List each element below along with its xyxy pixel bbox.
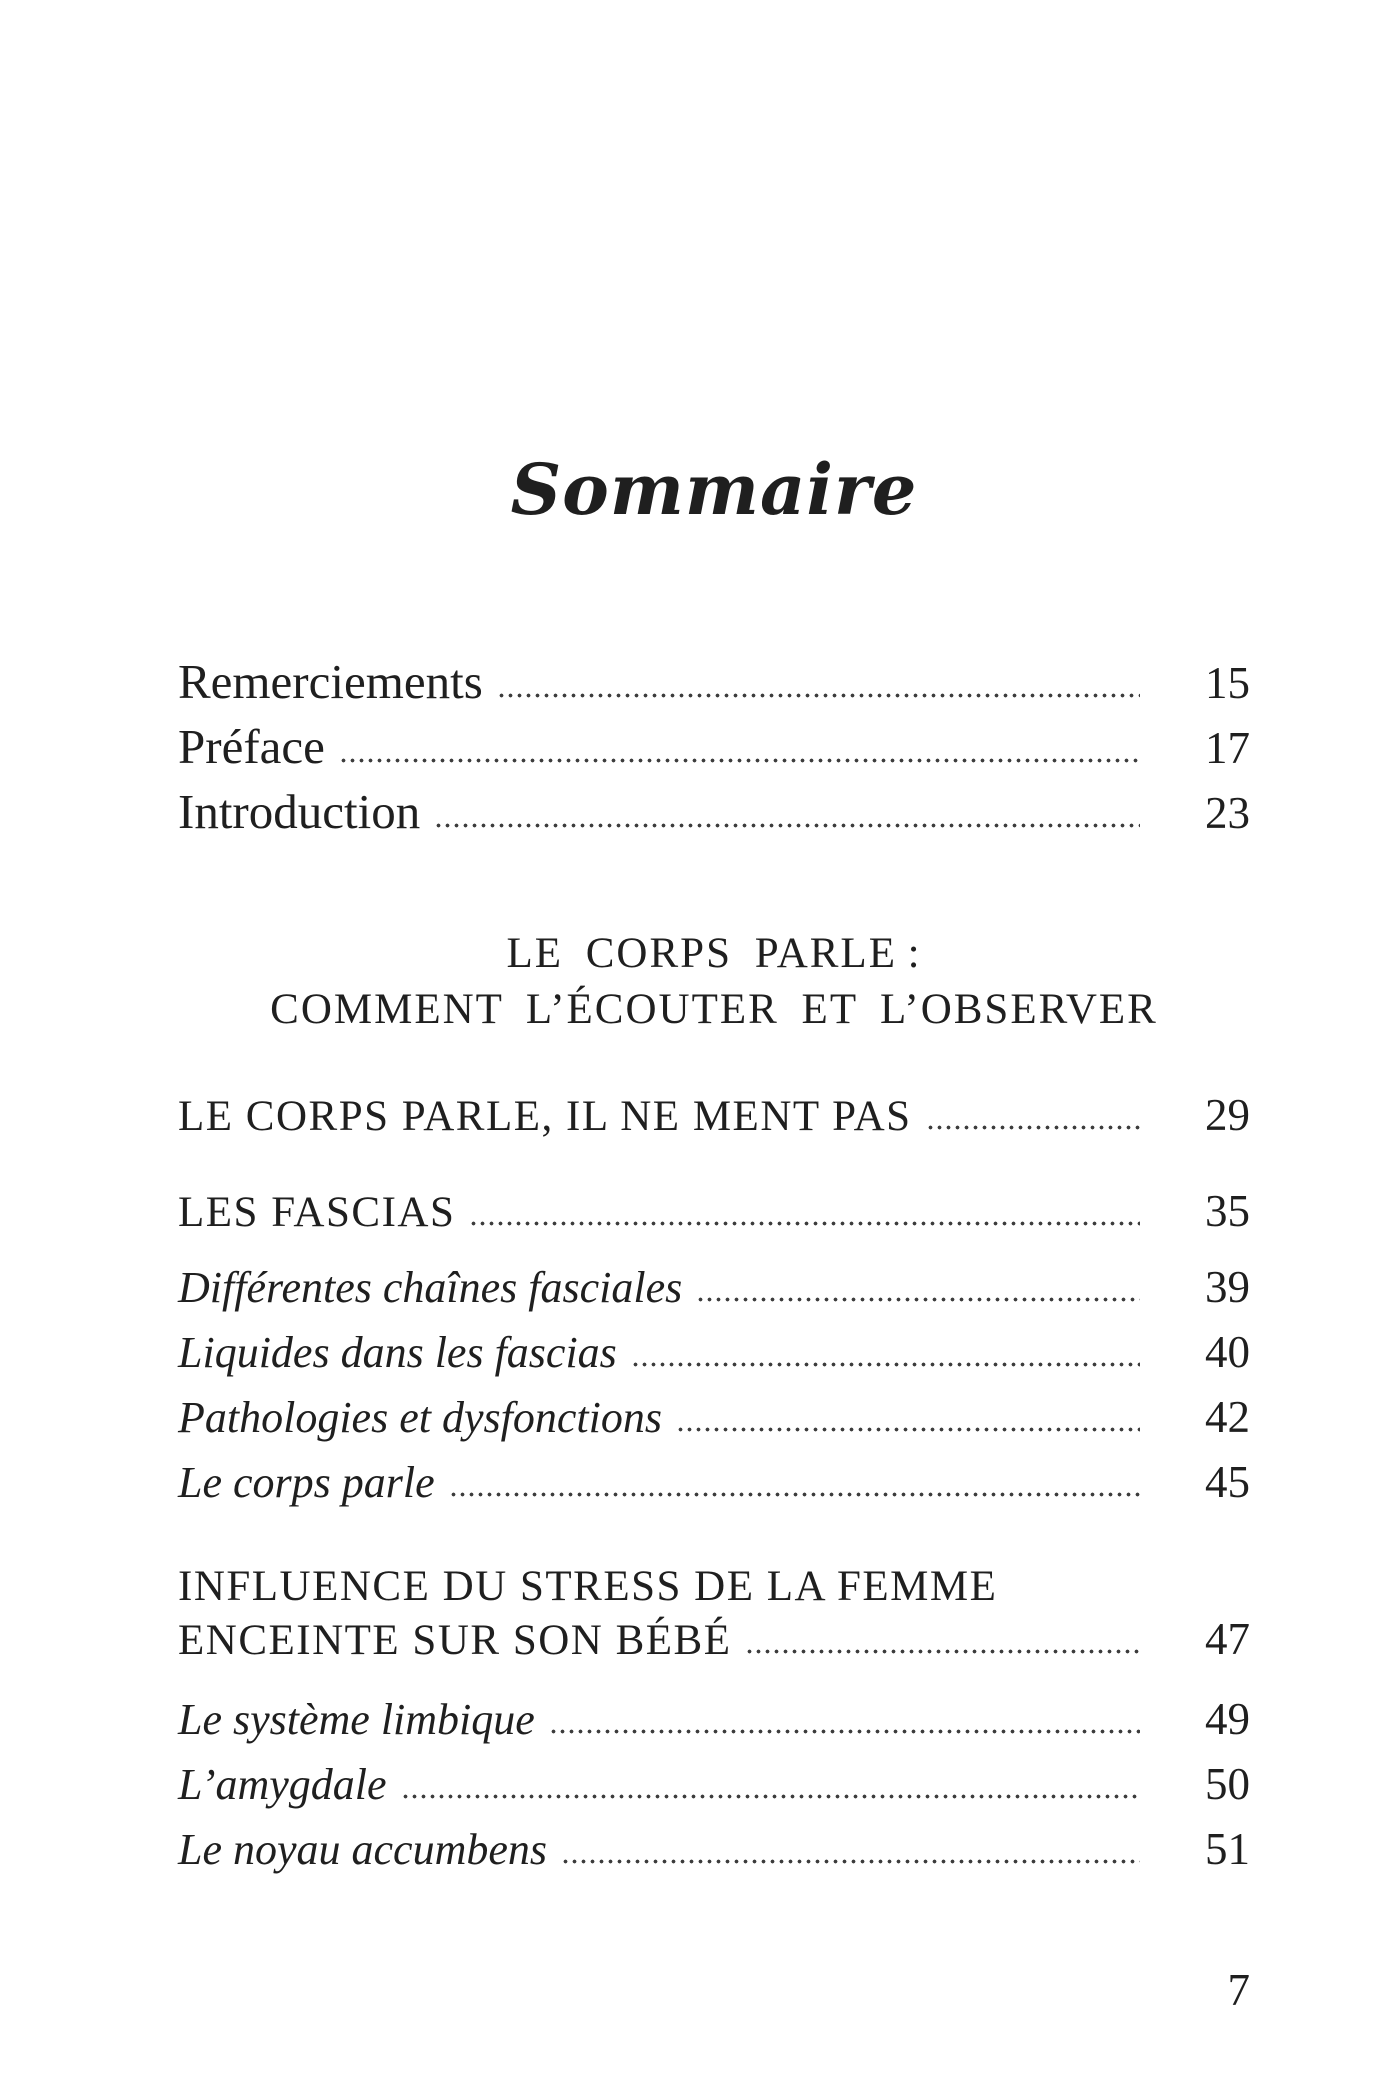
toc-entry-label: Introduction (178, 784, 421, 839)
toc-entry-label: Préface (178, 719, 325, 774)
toc-entry-page-number: 15 (1205, 658, 1250, 708)
dot-leader (339, 758, 1140, 763)
dot-leader (469, 1221, 1140, 1226)
part-heading-line2: COMMENT L’ÉCOUTER ET L’OBSERVER (270, 986, 1158, 1033)
page-title: Sommaire (510, 448, 918, 531)
toc-entry-label: Pathologies et dysfonctions (178, 1393, 662, 1442)
dot-leader (676, 1427, 1140, 1432)
toc-entry-remerciements (178, 655, 1250, 710)
dot-leader (745, 1649, 1140, 1654)
toc-entry-label: Le corps parle (178, 1458, 435, 1507)
dot-leader (449, 1492, 1140, 1497)
toc-entry-page-number: 42 (1205, 1392, 1250, 1442)
dot-leader (631, 1362, 1140, 1367)
toc-entry-preface (178, 720, 1250, 775)
dot-leader (401, 1794, 1140, 1799)
page-content (178, 0, 1250, 1887)
toc-entry-label: L’amygdale (178, 1760, 387, 1809)
toc-entry-influence-du-stress (178, 1562, 1250, 1668)
toc-entry-page-number: 39 (1205, 1262, 1250, 1312)
dot-leader (434, 823, 1140, 828)
toc-entry-page-number: 23 (1205, 788, 1250, 838)
toc-entry-page-number: 50 (1205, 1759, 1250, 1809)
folio-page-number: 7 (1227, 1965, 1250, 2015)
toc-entry-l-amygdale (178, 1757, 1250, 1812)
toc-entry-label: LES FASCIAS (178, 1189, 456, 1236)
toc-entry-page-number: 47 (1205, 1614, 1250, 1664)
toc-entry-page-number: 49 (1205, 1694, 1250, 1744)
toc-entry-page-number: 45 (1205, 1457, 1250, 1507)
toc-entry-le-corps-parle (178, 1455, 1250, 1510)
part-heading (178, 926, 1250, 1038)
fascias-subsections (178, 1260, 1250, 1510)
toc-entry-le-noyau-accumbens (178, 1822, 1250, 1877)
toc-entry-pathologies-et-dysfonctions (178, 1390, 1250, 1445)
toc-entry-differentes-chaines-fasciales (178, 1260, 1250, 1315)
part-heading-line1: LE CORPS PARLE : (506, 930, 922, 977)
dot-leader (561, 1859, 1140, 1864)
toc-entry-le-corps-parle-il-ne-ment-pas (178, 1088, 1250, 1144)
toc-entry-page-number: 29 (1205, 1090, 1250, 1140)
toc-entry-label: LE CORPS PARLE, IL NE MENT PAS (178, 1093, 912, 1140)
front-matter-entries (178, 655, 1250, 840)
toc-entry-label: Le noyau accumbens (178, 1825, 548, 1874)
toc-entry-liquides-dans-les-fascias (178, 1325, 1250, 1380)
toc-entry-page-number: 51 (1205, 1824, 1250, 1874)
toc-entry-label: Différentes chaînes fasciales (178, 1263, 683, 1312)
toc-entry-label-line2-row (178, 1612, 1250, 1668)
dot-leader (926, 1125, 1140, 1130)
dot-leader (497, 693, 1140, 698)
toc-entry-label-line2: ENCEINTE SUR SON BÉBÉ (178, 1617, 732, 1664)
toc-entry-label: Le système limbique (178, 1695, 535, 1744)
toc-entry-label: Remerciements (178, 654, 483, 709)
toc-entry-page-number: 35 (1205, 1186, 1250, 1236)
toc-entry-le-systeme-limbique (178, 1692, 1250, 1747)
toc-entry-label-line1: INFLUENCE DU STRESS DE LA FEMME (178, 1563, 998, 1610)
dot-leader (696, 1297, 1140, 1302)
toc-entry-les-fascias (178, 1184, 1250, 1240)
toc-entry-page-number: 40 (1205, 1327, 1250, 1377)
toc-entry-introduction (178, 785, 1250, 840)
dot-leader (549, 1729, 1140, 1734)
influence-subsections (178, 1692, 1250, 1877)
toc-entry-label: Liquides dans les fascias (178, 1328, 617, 1377)
toc-entry-page-number: 17 (1205, 723, 1250, 773)
